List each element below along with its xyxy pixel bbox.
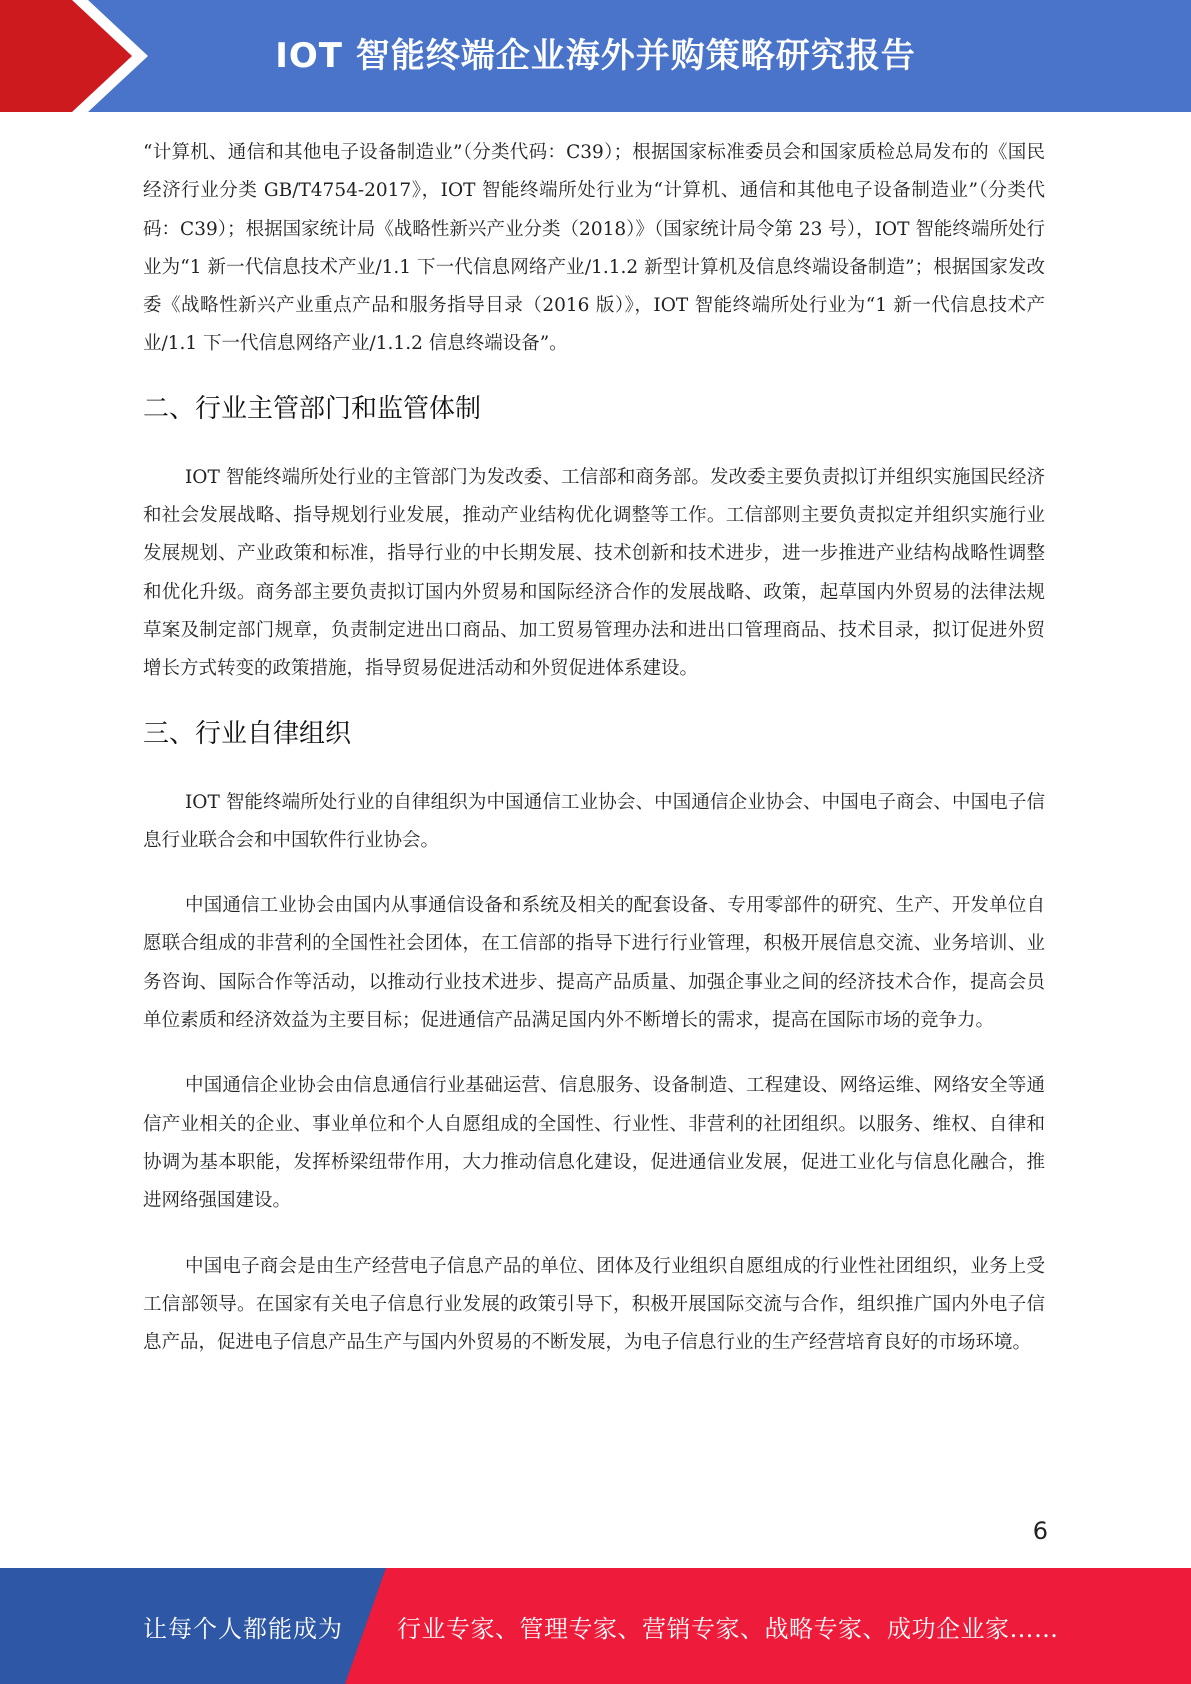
footer-slogan-left: 让每个人都能成为 (143, 1614, 343, 1643)
report-header (0, 0, 1191, 112)
paragraph-self-regulatory-orgs: IOT 智能终端所处行业的自律组织为中国通信工业协会、中国通信企业协会、中国电子商会、中国电子信息行业联合会和中国软件行业协会。 (143, 791, 1045, 851)
section-heading-self-regulation: 三、行业自律组织 (143, 718, 352, 749)
paragraph-industry-classification: “计算机、通信和其他电子设备制造业”（分类代码：C39）；根据国家标准委员会和国家质检总局发布的《国民经济行业分类 GB/T4754-2017》，IOT 智能终端所处行业为“计算机、通信和其他电子设备制造业”（分类代码：C39）；根据国家统计局《战略性新兴产业分类（2018）》（国家统计局令第 23 号），IOT 智能终端所处行业为“1 新一代信息技术产业/1.1 下一代信息网络产业/1.1.2 新型计算机及信息终端设备制造”；根据国家发改委《战略性新兴产业重点产品和服务指导目录（2016 版）》，IOT 智能终端所处行业为“1 新一代信息技术产业/1.1 下一代信息网络产业/1.1.2 信息终端设备”。 (143, 142, 1045, 355)
paragraph-cace: 中国通信企业协会由信息通信行业基础运营、信息服务、设备制造、工程建设、网络运维、网络安全等通信产业相关的企业、事业单位和个人自愿组成的全国性、行业性、非营利的社团组织。以服务、维权、自律和协调为基本职能，发挥桥梁纽带作用，大力推动信息化建设，促进通信业发展，促进工业化与信息化融合，推进网络强国建设。 (143, 1075, 1045, 1212)
report-footer (0, 1568, 1191, 1684)
paragraph-ccia: 中国通信工业协会由国内从事通信设备和系统及相关的配套设备、专用零部件的研究、生产、开发单位自愿联合组成的非营利的全国性社会团体，在工信部的指导下进行行业管理，积极开展信息交流、业务培训、业务咨询、国际合作等活动，以推动行业技术进步、提高产品质量、加强企事业之间的经济技术合作，提高会员单位素质和经济效益为主要目标；促进通信产品满足国内外不断增长的需求，提高在国际市场的竞争力。 (143, 895, 1045, 1032)
paragraph-regulators: IOT 智能终端所处行业的主管部门为发改委、工信部和商务部。发改委主要负责拟订并组织实施国民经济和社会发展战略、指导规划行业发展，推动产业结构优化调整等工作。工信部则主要负责拟定并组织实施行业发展规划、产业政策和标准，指导行业的中长期发展、技术创新和技术进步，进一步推进产业结构战略性调整和优化升级。商务部主要负责拟订国内外贸易和国际经济合作的发展战略、政策，起草国内外贸易的法律法规草案及制定部门规章，负责制定进出口商品、加工贸易管理办法和进出口管理商品、技术目录，拟订促进外贸增长方式转变的政策措施，指导贸易促进活动和外贸促进体系建设。 (143, 466, 1045, 680)
report-title: IOT 智能终端企业海外并购策略研究报告 (275, 35, 916, 76)
header-arrow-icon (0, 0, 160, 112)
document-body (143, 134, 1045, 1362)
paragraph-ceccc: 中国电子商会是由生产经营电子信息产品的单位、团体及行业组织自愿组成的行业性社团组织，业务上受工信部领导。在国家有关电子信息行业发展的政策引导下，积极开展国际交流与合作，组织推广国内外电子信息产品，促进电子信息产品生产与国内外贸易的不断发展，为电子信息行业的生产经营培育良好的市场环境。 (143, 1255, 1045, 1354)
page-number: 6 (1032, 1517, 1048, 1545)
section-heading-regulation: 二、行业主管部门和监管体制 (143, 393, 482, 424)
footer-slogan-right: 行业专家、管理专家、营销专家、战略专家、成功企业家…… (397, 1614, 1059, 1643)
